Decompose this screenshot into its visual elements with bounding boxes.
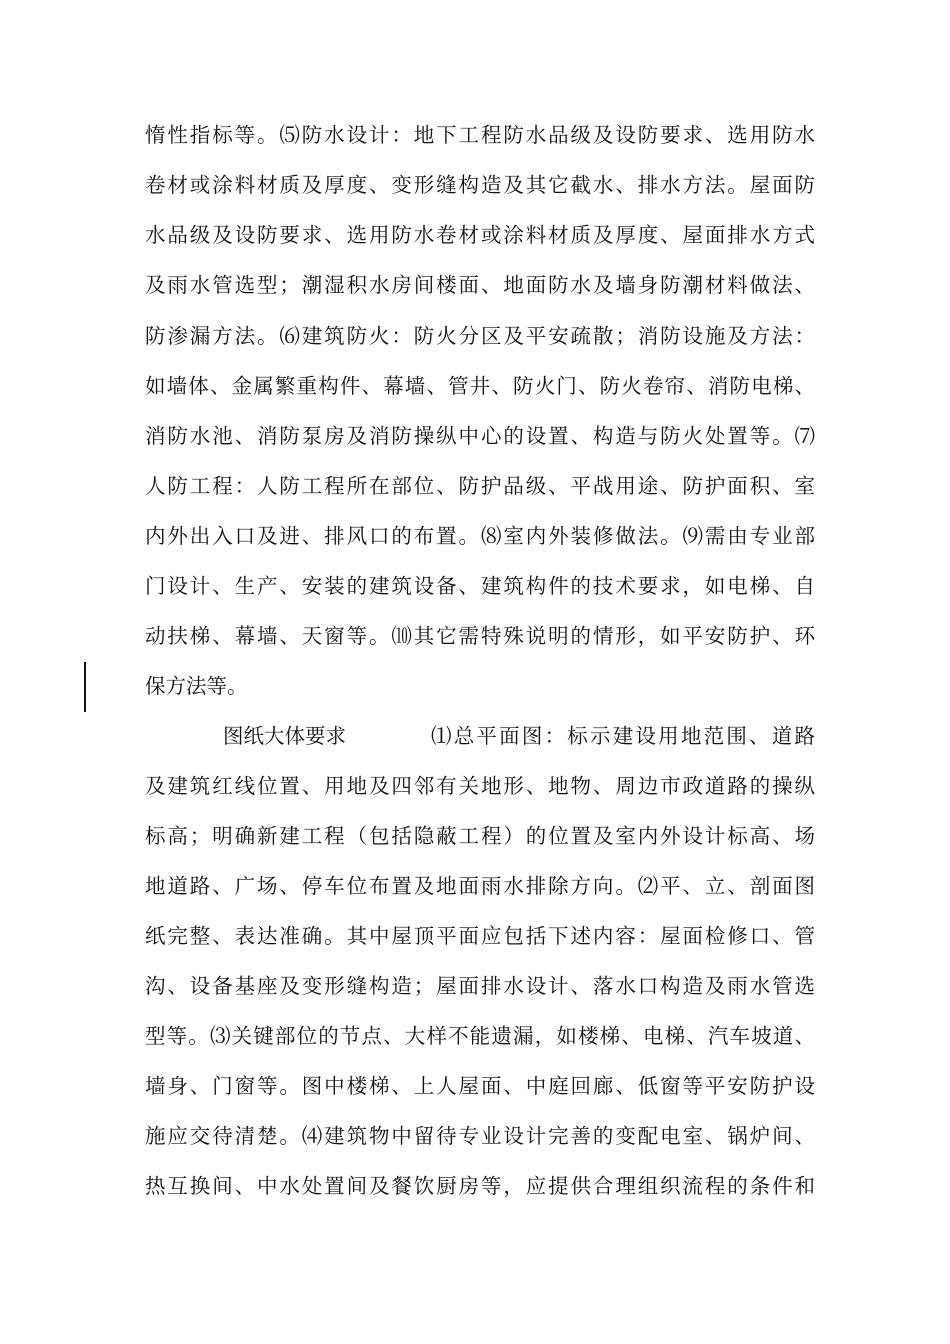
body-line: 热互换间、中水处置间及餐饮厨房等，应提供合理组织流程的条件和	[145, 1174, 815, 1198]
body-line: 如墙体、金属繁重构件、幕墙、管井、防火门、防火卷帘、消防电梯、	[145, 374, 815, 398]
body-line: 标高；明确新建工程（包括隐蔽工程）的位置及室内外设计标高、场	[145, 824, 815, 848]
body-line: 惰性指标等。⑸防水设计：地下工程防水品级及设防要求、选用防水	[145, 123, 815, 147]
section-first-line: ⑴总平面图：标示建设用地范围、道路	[431, 724, 815, 748]
body-line: 墙身、门窗等。图中楼梯、上人屋面、中庭回廊、低窗等平安防护设	[145, 1074, 815, 1098]
body-line: 人防工程：人防工程所在部位、防护品级、平战用途、防护面积、室	[145, 474, 815, 498]
body-line: 及雨水管选型；潮湿积水房间楼面、地面防水及墙身防潮材料做法、	[145, 273, 815, 297]
body-line: 防渗漏方法。⑹建筑防火：防火分区及平安疏散；消防设施及方法：	[145, 324, 815, 348]
body-line: 地道路、广场、停车位布置及地面雨水排除方向。⑵平、立、剖面图	[145, 874, 815, 898]
body-line: 门设计、生产、安装的建筑设备、建筑构件的技术要求，如电梯、自	[145, 574, 815, 598]
body-line: 施应交待清楚。⑷建筑物中留待专业设计完善的变配电室、锅炉间、	[145, 1124, 815, 1148]
body-line: 消防水池、消防泵房及消防操纵中心的设置、构造与防火处置等。⑺	[145, 424, 815, 448]
body-line: 保方法等。	[145, 674, 248, 698]
revision-bar	[84, 662, 86, 712]
section-heading: 图纸大体要求	[223, 724, 346, 748]
body-line: 沟、设备基座及变形缝构造；屋面排水设计、落水口构造及雨水管选	[145, 974, 815, 998]
body-line: 水品级及设防要求、选用防水卷材或涂料材质及厚度、屋面排水方式	[145, 223, 815, 247]
body-line: 动扶梯、幕墙、天窗等。⑽其它需特殊说明的情形，如平安防护、环	[145, 624, 815, 648]
body-line: 型等。⑶关键部位的节点、大样不能遗漏，如楼梯、电梯、汽车坡道、	[145, 1024, 815, 1048]
body-line: 纸完整、表达准确。其中屋顶平面应包括下述内容：屋面检修口、管	[145, 924, 815, 948]
body-line: 卷材或涂料材质及厚度、变形缝构造及其它截水、排水方法。屋面防	[145, 173, 815, 197]
body-line: 及建筑红线位置、用地及四邻有关地形、地物、周边市政道路的操纵	[145, 774, 815, 798]
body-line: 内外出入口及进、排风口的布置。⑻室内外装修做法。⑼需由专业部	[145, 524, 815, 548]
